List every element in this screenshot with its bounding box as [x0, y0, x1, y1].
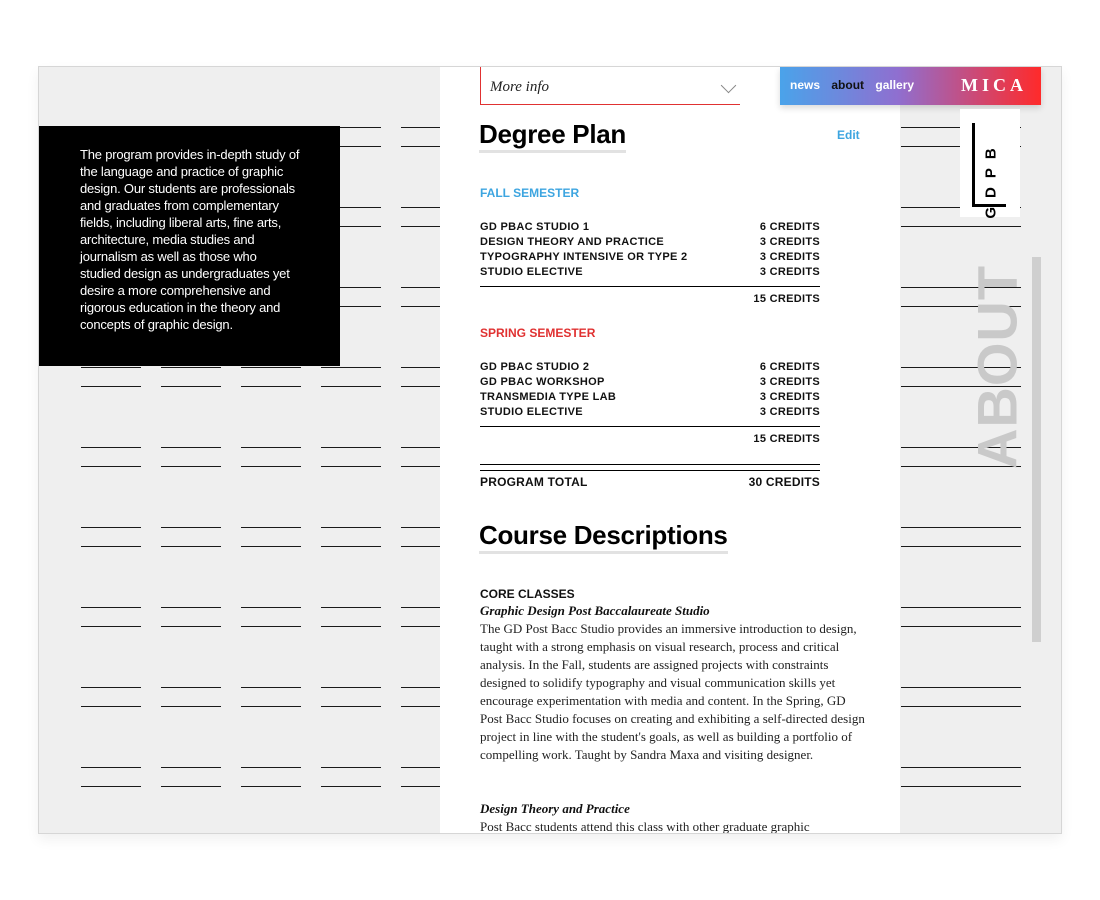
- course-row: [480, 375, 820, 390]
- course-credits: 3 CREDITS: [759, 391, 820, 403]
- edit-link[interactable]: Edit: [837, 128, 860, 142]
- nav-links: [790, 78, 922, 92]
- course-title: Graphic Design Post Baccalaureate Studio: [480, 603, 710, 618]
- program-total-label: PROGRAM TOTAL: [480, 475, 588, 489]
- course-name: STUDIO ELECTIVE: [480, 266, 583, 278]
- course-row: [480, 220, 820, 235]
- course-credits: 6 CREDITS: [759, 221, 820, 233]
- gdpb-label: GDPB: [982, 139, 1000, 219]
- page-frame: [38, 66, 1062, 834]
- course-title: Design Theory and Practice: [480, 801, 630, 816]
- intro-text: The program provides in-depth study of the language and practice of graphic design. Our students are professionals and graduates from complementary fields, including liberal arts, fine arts, architecture, media studies and journalism as well as those who studied design as undergraduates yet desire a more comprehensive and rigorous education in the theory and concepts of graphic design.: [80, 147, 300, 332]
- program-total: [480, 464, 820, 489]
- chevron-down-icon: [721, 78, 737, 94]
- spring-course-table: [480, 360, 820, 447]
- course-name: GD PBAC STUDIO 1: [480, 221, 590, 233]
- semester-total: 15 CREDITS: [480, 426, 820, 447]
- course-row: [480, 390, 820, 405]
- course-name: GD PBAC WORKSHOP: [480, 376, 605, 388]
- course-row: [480, 250, 820, 265]
- course-credits: 3 CREDITS: [759, 266, 820, 278]
- intro-box: [39, 126, 340, 366]
- course-row: [480, 265, 820, 280]
- course-name: TYPOGRAPHY INTENSIVE OR TYPE 2: [480, 251, 688, 263]
- course-name: STUDIO ELECTIVE: [480, 406, 583, 418]
- degree-plan-title: Degree Plan: [479, 119, 626, 153]
- fall-semester-title: FALL SEMESTER: [480, 186, 580, 200]
- scrollbar[interactable]: [1032, 257, 1041, 642]
- course-name: DESIGN THEORY AND PRACTICE: [480, 236, 665, 248]
- mica-logo[interactable]: MICA: [961, 75, 1027, 95]
- course-credits: 3 CREDITS: [759, 376, 820, 388]
- spring-semester-title: SPRING SEMESTER: [480, 326, 596, 340]
- fall-course-table: [480, 220, 820, 307]
- about-vertical-title: ABOUT: [965, 264, 1029, 470]
- course-credits: 6 CREDITS: [759, 361, 820, 373]
- course-credits: 3 CREDITS: [759, 406, 820, 418]
- more-info-label: More info: [490, 79, 550, 95]
- course-name: TRANSMEDIA TYPE LAB: [480, 391, 617, 403]
- nav-link-about[interactable]: about: [831, 78, 865, 92]
- gdpb-badge[interactable]: [960, 109, 1020, 217]
- nav-link-news[interactable]: news: [790, 78, 821, 92]
- semester-total: 15 CREDITS: [480, 286, 820, 307]
- top-nav: [780, 67, 1041, 105]
- course-description: Post Bacc students attend this class with other graduate graphic: [480, 819, 810, 833]
- course-description: The GD Post Bacc Studio provides an immersive introduction to design, taught with a strong emphasis on visual research, process and critical analysis. In the Fall, students are assigned projects with constraints designed to solidify typography and visual communication skills yet encourage experimentation with media and content. In the Spring, GD Post Bacc Studio focuses on creating and exhibiting a self-directed design project in line with the student's goals, as well as building a portfolio of compelling work. Taught by Sandra Maxa and visiting designer.: [480, 621, 865, 762]
- course-credits: 3 CREDITS: [759, 251, 820, 263]
- course-descriptions-title: Course Descriptions: [479, 520, 728, 554]
- content-panel[interactable]: [440, 67, 900, 833]
- program-total-value: 30 CREDITS: [748, 475, 820, 489]
- more-info-dropdown[interactable]: [480, 67, 740, 105]
- course-name: GD PBAC STUDIO 2: [480, 361, 590, 373]
- course-credits: 3 CREDITS: [759, 236, 820, 248]
- nav-link-gallery[interactable]: gallery: [875, 78, 915, 92]
- course-row: [480, 360, 820, 375]
- course-row: [480, 235, 820, 250]
- core-classes-title: CORE CLASSES: [480, 587, 575, 601]
- course-row: [480, 405, 820, 420]
